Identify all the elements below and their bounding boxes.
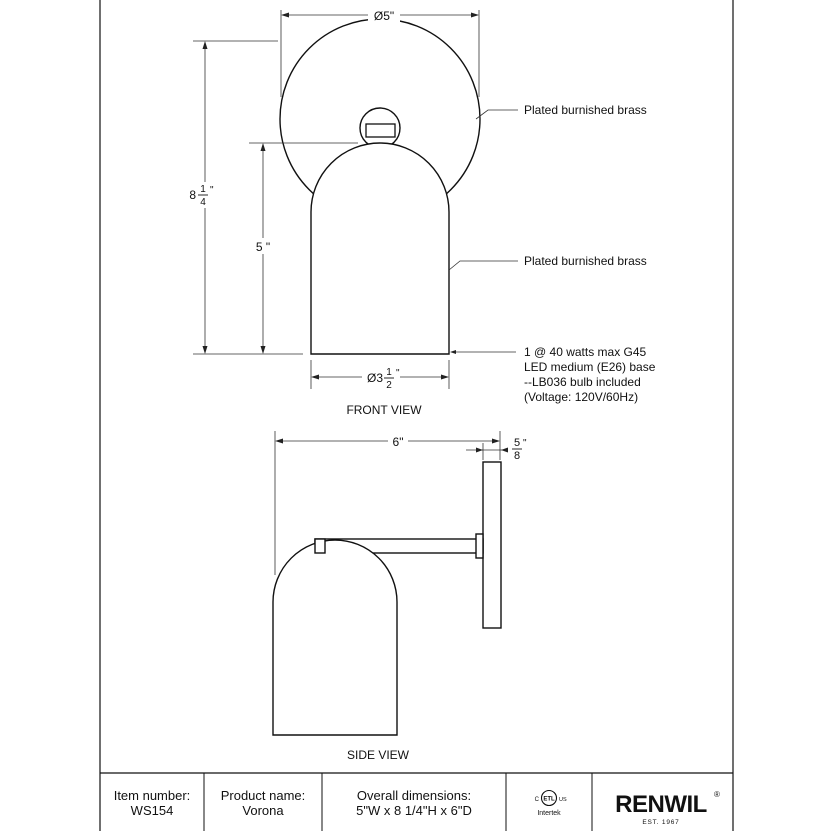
- dim-shade-dia-den: 2: [386, 380, 392, 391]
- callout-bulb-arrow: [450, 350, 456, 354]
- dim-shade-height-text: 5 ": [255, 240, 271, 254]
- dim-width-arrow-left: [281, 13, 289, 18]
- overall-dimensions-label: Overall dimensions:: [356, 788, 472, 803]
- front-mounting-bracket: [366, 124, 395, 137]
- renwil-logo: [615, 790, 720, 826]
- side-arm-collar: [476, 534, 483, 558]
- renwil-wordmark: RENWIL: [615, 791, 707, 818]
- dim-height-num: 1: [200, 184, 206, 195]
- dim-shade-dia-num: 1: [386, 367, 392, 378]
- dim-plate-den: 8: [513, 450, 521, 462]
- callout-bulb-line-4: (Voltage: 120V/60Hz): [524, 390, 639, 404]
- overall-dimensions-cell: [322, 775, 506, 831]
- dim-width-arrow-right: [471, 13, 479, 18]
- renwil-tagline: EST. 1967: [642, 819, 680, 826]
- side-shade: [273, 540, 397, 735]
- overall-dimensions-value: 5"W x 8 1/4"H x 6"D: [356, 803, 472, 818]
- dim-height-whole: 8: [189, 188, 196, 202]
- dim-width-text: Ø5": [373, 9, 395, 23]
- dim-plate-num: 5: [513, 437, 521, 449]
- callout-bulb-line-3: --LB036 bulb included: [524, 375, 641, 389]
- callout-shade-text: Plated burnished brass: [524, 254, 647, 268]
- dim-plate-mark: ": [523, 438, 527, 449]
- dim-height-mark: ": [210, 185, 214, 196]
- etl-certification-mark: [535, 791, 567, 818]
- dim-height-arrow-top: [203, 41, 208, 49]
- callout-backplate-leader: [476, 110, 518, 119]
- item-number-value: WS154: [130, 803, 174, 818]
- etl-center-text: ETL: [543, 796, 555, 803]
- etl-left-text: C: [534, 797, 539, 803]
- etl-right-text: US: [559, 797, 567, 803]
- dim-shade-dia-mark: ": [396, 368, 400, 379]
- etl-intertek-text: Intertek: [537, 810, 561, 817]
- callout-bulb-line-2: LED medium (E26) base: [524, 360, 656, 374]
- dim-depth-arrow-left: [275, 439, 283, 444]
- item-number-label: Item number:: [113, 788, 191, 803]
- dim-depth-text: 6": [392, 435, 404, 449]
- item-number-cell: [100, 775, 204, 831]
- front-view-title: FRONT VIEW: [346, 403, 422, 417]
- dim-height-den: 4: [200, 197, 206, 208]
- dim-shade-height-arrow-top: [261, 143, 266, 151]
- front-shade: [311, 143, 449, 354]
- callout-bulb-line-1: 1 @ 40 watts max G45: [524, 345, 647, 359]
- product-name-cell: [204, 775, 322, 831]
- product-name-value: Vorona: [242, 803, 284, 818]
- side-view-title: SIDE VIEW: [346, 748, 410, 762]
- dim-shade-dia-arrow-left: [311, 375, 319, 380]
- dim-shade-dia-whole: Ø3: [366, 371, 383, 385]
- dim-plate-arrow-left: [476, 448, 483, 453]
- renwil-registered-mark: ®: [714, 790, 720, 799]
- side-wall-plate: [483, 462, 501, 628]
- side-view: [273, 431, 527, 762]
- callout-shade-leader: [449, 261, 518, 270]
- front-view: [188, 7, 656, 417]
- product-name-label: Product name:: [220, 788, 306, 803]
- side-shade-mount: [315, 539, 325, 553]
- dim-shade-height-arrow-bottom: [261, 346, 266, 354]
- dim-plate-arrow-right: [501, 448, 508, 453]
- dim-shade-dia-arrow-right: [441, 375, 449, 380]
- callout-backplate-text: Plated burnished brass: [524, 103, 647, 117]
- dim-depth-arrow-right: [492, 439, 500, 444]
- dim-height-arrow-bottom: [203, 346, 208, 354]
